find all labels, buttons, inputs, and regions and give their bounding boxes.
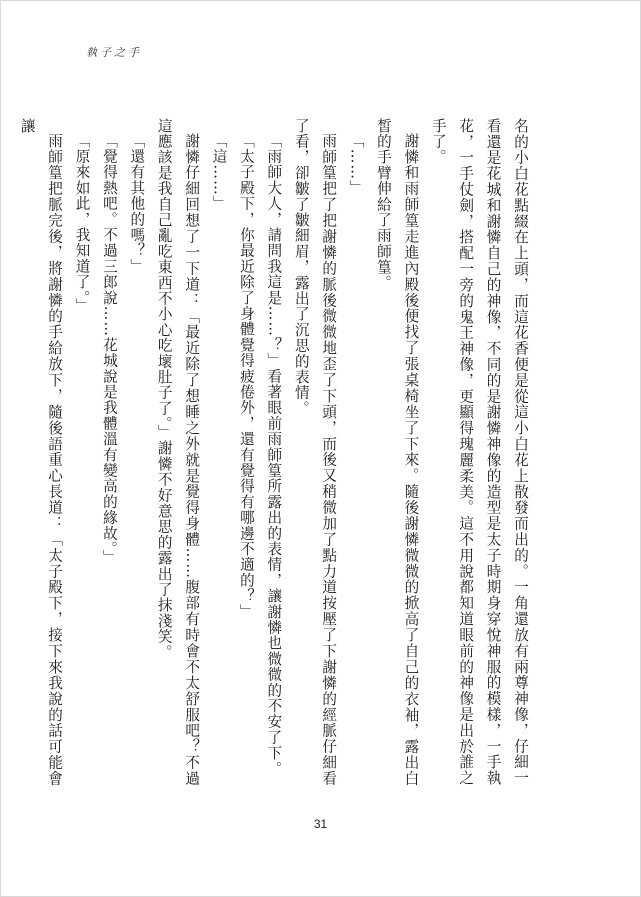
- paragraph: 「太子殿下，你最近除了身體覺得疲倦外，還有覺得有哪邊不適的？」: [237, 132, 255, 620]
- paragraph: 「覺得熱吧。不過三郎說……花城說是我體溫有變高的緣故。」: [100, 132, 118, 565]
- paragraph: 「原來如此，我知道了。」: [73, 132, 91, 314]
- paragraph: 雨師篁把脈完後，將謝憐的手給放下，隨後語重心長道：「太子殿下，接下來我說的話可能會讓: [18, 118, 64, 786]
- paragraph: 謝憐仔細回想了一下道：「最近除了想睡之外就是覺得身體……腹部有時會不太舒服吧？不過這應該是我自己亂吃東西不小心吃壞肚子了。」謝憐不好意思的露出了抹淺笑。: [155, 118, 201, 786]
- paragraph: 「……」: [347, 132, 365, 196]
- paragraph: 「這……」: [210, 132, 228, 212]
- page-number: 31: [313, 817, 328, 831]
- paragraph: 「雨師大人，請問我這是……？」看著眼前雨師篁所露出的表情，讓謝憐也微微的不安了下。: [265, 132, 283, 777]
- paragraph: 雨師篁把了把謝憐的脈後微微地歪了下頭，而後又稍微加了點力道按壓了下謝憐的經脈仔細看了看，卻皺了皺細眉，露出了沉思的表情。: [292, 118, 338, 786]
- paragraph: 「還有其他的嗎？」: [128, 132, 146, 274]
- running-header: 執子之手: [86, 46, 142, 59]
- body-text: [18, 118, 534, 786]
- paragraph: 名的小白花點綴在上頭，而這花香便是從這小白花上散發而出的。一角還放有兩尊神像，仔細一看還是花城和謝憐自己的神像，不同的是謝憐神像的造型是太子時期身穿悅神服的模樣，一手執花，一手仗劍，搭配一旁的鬼王神像，更顯得瑰麗柔美。這不用說都知道眼前的神像是出於誰之手了。: [429, 118, 529, 786]
- paragraph: 謝憐和雨師篁走進內殿後便找了張桌椅坐了下來。隨後謝憐微微的掀高了自己的衣袖，露出白皙的手臂伸給了雨師篁。: [374, 118, 420, 786]
